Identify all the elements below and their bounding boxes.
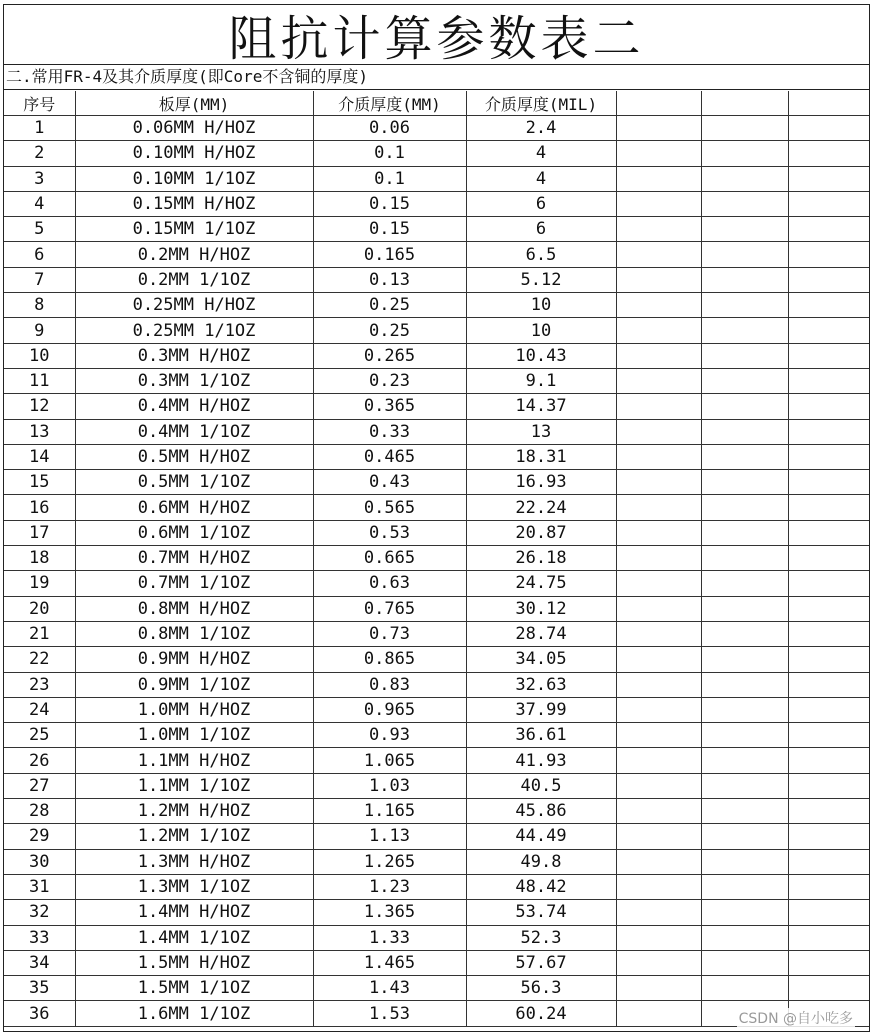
cell-index: 23 bbox=[4, 672, 75, 697]
cell-empty bbox=[701, 520, 788, 545]
table-row bbox=[4, 874, 869, 899]
cell-empty bbox=[788, 318, 869, 343]
cell-index: 2 bbox=[4, 141, 75, 166]
cell-empty bbox=[616, 571, 701, 596]
cell-dielectric-mil: 22.24 bbox=[466, 495, 616, 520]
cell-index: 12 bbox=[4, 394, 75, 419]
table-row bbox=[4, 141, 869, 166]
cell-empty bbox=[788, 267, 869, 292]
cell-dielectric-mm: 1.265 bbox=[313, 849, 466, 874]
cell-dielectric-mil: 41.93 bbox=[466, 748, 616, 773]
cell-dielectric-mil: 9.1 bbox=[466, 368, 616, 393]
cell-empty bbox=[788, 394, 869, 419]
cell-empty bbox=[616, 368, 701, 393]
cell-dielectric-mil: 60.24 bbox=[466, 1001, 616, 1026]
cell-dielectric-mm: 0.765 bbox=[313, 596, 466, 621]
table-row bbox=[4, 343, 869, 368]
cell-empty bbox=[616, 242, 701, 267]
cell-empty bbox=[701, 293, 788, 318]
header-dielectric-mm: 介质厚度(MM) bbox=[313, 91, 466, 116]
cell-empty bbox=[788, 217, 869, 242]
cell-empty bbox=[616, 520, 701, 545]
cell-dielectric-mm: 0.965 bbox=[313, 697, 466, 722]
cell-empty bbox=[616, 697, 701, 722]
cell-board-thickness: 0.2MM H/HOZ bbox=[75, 242, 313, 267]
header-empty bbox=[616, 91, 701, 116]
cell-empty bbox=[701, 697, 788, 722]
cell-dielectric-mm: 0.53 bbox=[313, 520, 466, 545]
cell-empty bbox=[788, 799, 869, 824]
cell-empty bbox=[616, 166, 701, 191]
cell-index: 17 bbox=[4, 520, 75, 545]
cell-empty bbox=[788, 242, 869, 267]
cell-index: 9 bbox=[4, 318, 75, 343]
table-row bbox=[4, 723, 869, 748]
cell-dielectric-mil: 4 bbox=[466, 141, 616, 166]
cell-dielectric-mil: 4 bbox=[466, 166, 616, 191]
cell-empty bbox=[701, 394, 788, 419]
cell-empty bbox=[701, 470, 788, 495]
cell-empty bbox=[701, 242, 788, 267]
cell-empty bbox=[616, 976, 701, 1001]
cell-empty bbox=[788, 191, 869, 216]
cell-empty bbox=[701, 799, 788, 824]
cell-empty bbox=[701, 141, 788, 166]
cell-dielectric-mil: 2.4 bbox=[466, 116, 616, 141]
cell-dielectric-mil: 18.31 bbox=[466, 444, 616, 469]
cell-board-thickness: 1.6MM 1/1OZ bbox=[75, 1001, 313, 1026]
cell-empty bbox=[701, 950, 788, 975]
cell-dielectric-mm: 1.23 bbox=[313, 874, 466, 899]
cell-empty bbox=[616, 444, 701, 469]
cell-empty bbox=[616, 419, 701, 444]
cell-index: 32 bbox=[4, 900, 75, 925]
cell-board-thickness: 0.6MM 1/1OZ bbox=[75, 520, 313, 545]
cell-empty bbox=[616, 318, 701, 343]
cell-empty bbox=[701, 267, 788, 292]
cell-empty bbox=[701, 748, 788, 773]
cell-empty bbox=[701, 166, 788, 191]
cell-empty bbox=[788, 419, 869, 444]
cell-dielectric-mm: 0.1 bbox=[313, 166, 466, 191]
table-row bbox=[4, 647, 869, 672]
cell-empty bbox=[616, 343, 701, 368]
header-board-thickness: 板厚(MM) bbox=[75, 91, 313, 116]
cell-board-thickness: 1.4MM H/HOZ bbox=[75, 900, 313, 925]
cell-dielectric-mil: 53.74 bbox=[466, 900, 616, 925]
cell-dielectric-mm: 1.43 bbox=[313, 976, 466, 1001]
cell-dielectric-mm: 0.15 bbox=[313, 217, 466, 242]
cell-dielectric-mm: 0.665 bbox=[313, 546, 466, 571]
cell-dielectric-mil: 26.18 bbox=[466, 546, 616, 571]
cell-dielectric-mm: 0.83 bbox=[313, 672, 466, 697]
cell-index: 35 bbox=[4, 976, 75, 1001]
table-row bbox=[4, 116, 869, 141]
cell-board-thickness: 1.2MM 1/1OZ bbox=[75, 824, 313, 849]
cell-index: 7 bbox=[4, 267, 75, 292]
cell-dielectric-mil: 34.05 bbox=[466, 647, 616, 672]
cell-dielectric-mm: 0.93 bbox=[313, 723, 466, 748]
table-row bbox=[4, 925, 869, 950]
cell-dielectric-mm: 0.33 bbox=[313, 419, 466, 444]
table-row bbox=[4, 799, 869, 824]
cell-empty bbox=[701, 925, 788, 950]
table-row bbox=[4, 191, 869, 216]
cell-dielectric-mil: 6 bbox=[466, 217, 616, 242]
table-row bbox=[4, 368, 869, 393]
cell-empty bbox=[788, 647, 869, 672]
cell-empty bbox=[616, 925, 701, 950]
cell-dielectric-mm: 0.13 bbox=[313, 267, 466, 292]
cell-empty bbox=[616, 293, 701, 318]
table-row bbox=[4, 571, 869, 596]
cell-index: 8 bbox=[4, 293, 75, 318]
cell-empty bbox=[616, 621, 701, 646]
cell-empty bbox=[788, 596, 869, 621]
cell-board-thickness: 0.4MM 1/1OZ bbox=[75, 419, 313, 444]
cell-empty bbox=[701, 621, 788, 646]
table-row bbox=[4, 621, 869, 646]
header-empty bbox=[701, 91, 788, 116]
table-row bbox=[4, 672, 869, 697]
cell-board-thickness: 1.0MM 1/1OZ bbox=[75, 723, 313, 748]
cell-empty bbox=[701, 976, 788, 1001]
cell-board-thickness: 0.2MM 1/1OZ bbox=[75, 267, 313, 292]
cell-empty bbox=[788, 444, 869, 469]
cell-empty bbox=[616, 900, 701, 925]
table-row bbox=[4, 950, 869, 975]
cell-dielectric-mm: 0.43 bbox=[313, 470, 466, 495]
cell-dielectric-mm: 1.03 bbox=[313, 773, 466, 798]
cell-index: 13 bbox=[4, 419, 75, 444]
cell-dielectric-mm: 0.06 bbox=[313, 116, 466, 141]
cell-empty bbox=[701, 900, 788, 925]
cell-empty bbox=[788, 672, 869, 697]
cell-empty bbox=[701, 723, 788, 748]
cell-empty bbox=[788, 950, 869, 975]
table-row bbox=[4, 546, 869, 571]
cell-empty bbox=[616, 495, 701, 520]
cell-dielectric-mil: 49.8 bbox=[466, 849, 616, 874]
cell-board-thickness: 0.8MM 1/1OZ bbox=[75, 621, 313, 646]
cell-dielectric-mm: 1.33 bbox=[313, 925, 466, 950]
cell-dielectric-mil: 44.49 bbox=[466, 824, 616, 849]
cell-empty bbox=[701, 444, 788, 469]
cell-empty bbox=[788, 697, 869, 722]
cell-dielectric-mil: 6 bbox=[466, 191, 616, 216]
cell-dielectric-mm: 0.865 bbox=[313, 647, 466, 672]
cell-dielectric-mil: 14.37 bbox=[466, 394, 616, 419]
header-row bbox=[4, 91, 869, 116]
cell-index: 34 bbox=[4, 950, 75, 975]
cell-dielectric-mil: 10 bbox=[466, 293, 616, 318]
cell-empty bbox=[701, 672, 788, 697]
table-subtitle: 二.常用FR-4及其介质厚度(即Core不含铜的厚度) bbox=[4, 65, 869, 90]
cell-empty bbox=[701, 495, 788, 520]
cell-dielectric-mil: 32.63 bbox=[466, 672, 616, 697]
cell-empty bbox=[616, 394, 701, 419]
cell-board-thickness: 0.8MM H/HOZ bbox=[75, 596, 313, 621]
cell-index: 11 bbox=[4, 368, 75, 393]
cell-empty bbox=[701, 571, 788, 596]
cell-empty bbox=[701, 773, 788, 798]
cell-index: 19 bbox=[4, 571, 75, 596]
cell-empty bbox=[701, 874, 788, 899]
table-row bbox=[4, 242, 869, 267]
cell-index: 30 bbox=[4, 849, 75, 874]
cell-board-thickness: 0.25MM 1/1OZ bbox=[75, 318, 313, 343]
cell-index: 29 bbox=[4, 824, 75, 849]
cell-dielectric-mil: 52.3 bbox=[466, 925, 616, 950]
cell-empty bbox=[788, 343, 869, 368]
cell-board-thickness: 1.4MM 1/1OZ bbox=[75, 925, 313, 950]
cell-empty bbox=[788, 293, 869, 318]
cell-board-thickness: 0.06MM H/HOZ bbox=[75, 116, 313, 141]
cell-dielectric-mil: 28.74 bbox=[466, 621, 616, 646]
cell-dielectric-mil: 10 bbox=[466, 318, 616, 343]
cell-dielectric-mm: 0.73 bbox=[313, 621, 466, 646]
cell-empty bbox=[788, 495, 869, 520]
cell-dielectric-mil: 16.93 bbox=[466, 470, 616, 495]
cell-dielectric-mm: 0.25 bbox=[313, 293, 466, 318]
cell-empty bbox=[788, 621, 869, 646]
cell-empty bbox=[701, 419, 788, 444]
cell-empty bbox=[616, 647, 701, 672]
cell-index: 31 bbox=[4, 874, 75, 899]
table-row bbox=[4, 520, 869, 545]
cell-board-thickness: 0.25MM H/HOZ bbox=[75, 293, 313, 318]
cell-empty bbox=[788, 520, 869, 545]
cell-dielectric-mil: 30.12 bbox=[466, 596, 616, 621]
cell-empty bbox=[788, 925, 869, 950]
cell-empty bbox=[788, 141, 869, 166]
cell-board-thickness: 0.10MM H/HOZ bbox=[75, 141, 313, 166]
table-row bbox=[4, 697, 869, 722]
cell-empty bbox=[788, 368, 869, 393]
cell-empty bbox=[788, 976, 869, 1001]
cell-index: 4 bbox=[4, 191, 75, 216]
cell-dielectric-mil: 13 bbox=[466, 419, 616, 444]
cell-empty bbox=[616, 748, 701, 773]
cell-empty bbox=[616, 672, 701, 697]
cell-dielectric-mm: 0.265 bbox=[313, 343, 466, 368]
cell-empty bbox=[616, 849, 701, 874]
header-index: 序号 bbox=[4, 91, 75, 116]
cell-empty bbox=[701, 849, 788, 874]
cell-index: 10 bbox=[4, 343, 75, 368]
cell-empty bbox=[788, 748, 869, 773]
cell-empty bbox=[616, 773, 701, 798]
cell-dielectric-mil: 57.67 bbox=[466, 950, 616, 975]
cell-index: 24 bbox=[4, 697, 75, 722]
cell-dielectric-mm: 1.53 bbox=[313, 1001, 466, 1026]
cell-board-thickness: 0.7MM 1/1OZ bbox=[75, 571, 313, 596]
cell-index: 1 bbox=[4, 116, 75, 141]
table-row bbox=[4, 217, 869, 242]
cell-index: 28 bbox=[4, 799, 75, 824]
cell-board-thickness: 1.3MM 1/1OZ bbox=[75, 874, 313, 899]
cell-empty bbox=[788, 571, 869, 596]
cell-empty bbox=[616, 267, 701, 292]
cell-empty bbox=[701, 343, 788, 368]
cell-empty bbox=[616, 799, 701, 824]
cell-index: 21 bbox=[4, 621, 75, 646]
cell-empty bbox=[616, 950, 701, 975]
watermark: CSDN @自小吃多 bbox=[737, 1008, 855, 1028]
header-dielectric-mil: 介质厚度(MIL) bbox=[466, 91, 616, 116]
cell-empty bbox=[788, 723, 869, 748]
table-row bbox=[4, 394, 869, 419]
cell-board-thickness: 1.5MM 1/1OZ bbox=[75, 976, 313, 1001]
header-empty bbox=[788, 91, 869, 116]
cell-dielectric-mil: 20.87 bbox=[466, 520, 616, 545]
cell-empty bbox=[701, 191, 788, 216]
table-body bbox=[4, 116, 869, 1027]
cell-dielectric-mm: 1.465 bbox=[313, 950, 466, 975]
cell-index: 22 bbox=[4, 647, 75, 672]
cell-board-thickness: 0.10MM 1/1OZ bbox=[75, 166, 313, 191]
table-row bbox=[4, 849, 869, 874]
table-row bbox=[4, 470, 869, 495]
cell-dielectric-mm: 1.165 bbox=[313, 799, 466, 824]
cell-board-thickness: 1.2MM H/HOZ bbox=[75, 799, 313, 824]
cell-empty bbox=[788, 773, 869, 798]
cell-empty bbox=[701, 647, 788, 672]
cell-board-thickness: 0.3MM H/HOZ bbox=[75, 343, 313, 368]
cell-index: 26 bbox=[4, 748, 75, 773]
cell-dielectric-mil: 56.3 bbox=[466, 976, 616, 1001]
cell-board-thickness: 0.5MM 1/1OZ bbox=[75, 470, 313, 495]
cell-empty bbox=[701, 116, 788, 141]
spreadsheet bbox=[3, 4, 870, 1032]
cell-dielectric-mil: 36.61 bbox=[466, 723, 616, 748]
cell-dielectric-mil: 5.12 bbox=[466, 267, 616, 292]
cell-index: 14 bbox=[4, 444, 75, 469]
cell-index: 27 bbox=[4, 773, 75, 798]
cell-empty bbox=[788, 470, 869, 495]
cell-index: 25 bbox=[4, 723, 75, 748]
cell-dielectric-mm: 0.465 bbox=[313, 444, 466, 469]
cell-dielectric-mil: 24.75 bbox=[466, 571, 616, 596]
cell-dielectric-mm: 0.15 bbox=[313, 191, 466, 216]
cell-index: 18 bbox=[4, 546, 75, 571]
cell-board-thickness: 1.0MM H/HOZ bbox=[75, 697, 313, 722]
cell-empty bbox=[788, 116, 869, 141]
cell-empty bbox=[701, 824, 788, 849]
cell-empty bbox=[616, 723, 701, 748]
cell-index: 5 bbox=[4, 217, 75, 242]
cell-dielectric-mm: 0.23 bbox=[313, 368, 466, 393]
cell-empty bbox=[616, 191, 701, 216]
cell-dielectric-mm: 0.63 bbox=[313, 571, 466, 596]
cell-index: 33 bbox=[4, 925, 75, 950]
cell-board-thickness: 1.1MM 1/1OZ bbox=[75, 773, 313, 798]
table-row bbox=[4, 900, 869, 925]
cell-empty bbox=[701, 596, 788, 621]
cell-board-thickness: 1.3MM H/HOZ bbox=[75, 849, 313, 874]
cell-empty bbox=[701, 217, 788, 242]
table-row bbox=[4, 773, 869, 798]
cell-dielectric-mm: 1.13 bbox=[313, 824, 466, 849]
table-row bbox=[4, 318, 869, 343]
cell-index: 15 bbox=[4, 470, 75, 495]
cell-dielectric-mil: 45.86 bbox=[466, 799, 616, 824]
cell-dielectric-mm: 0.165 bbox=[313, 242, 466, 267]
cell-index: 20 bbox=[4, 596, 75, 621]
table-row bbox=[4, 293, 869, 318]
cell-dielectric-mil: 6.5 bbox=[466, 242, 616, 267]
cell-dielectric-mm: 0.25 bbox=[313, 318, 466, 343]
cell-dielectric-mm: 0.365 bbox=[313, 394, 466, 419]
cell-board-thickness: 0.9MM 1/1OZ bbox=[75, 672, 313, 697]
cell-board-thickness: 1.5MM H/HOZ bbox=[75, 950, 313, 975]
cell-empty bbox=[616, 141, 701, 166]
cell-empty bbox=[701, 368, 788, 393]
page-title: 阻抗计算参数表二 bbox=[4, 5, 869, 65]
table-row bbox=[4, 444, 869, 469]
table-row bbox=[4, 824, 869, 849]
cell-dielectric-mm: 1.065 bbox=[313, 748, 466, 773]
cell-index: 6 bbox=[4, 242, 75, 267]
cell-empty bbox=[788, 546, 869, 571]
cell-board-thickness: 0.6MM H/HOZ bbox=[75, 495, 313, 520]
table-row bbox=[4, 748, 869, 773]
cell-empty bbox=[788, 849, 869, 874]
impedance-parameter-table bbox=[4, 91, 869, 1027]
cell-board-thickness: 0.15MM 1/1OZ bbox=[75, 217, 313, 242]
cell-index: 16 bbox=[4, 495, 75, 520]
cell-dielectric-mil: 40.5 bbox=[466, 773, 616, 798]
cell-empty bbox=[616, 116, 701, 141]
cell-empty bbox=[616, 217, 701, 242]
cell-board-thickness: 0.5MM H/HOZ bbox=[75, 444, 313, 469]
table-row bbox=[4, 976, 869, 1001]
cell-empty bbox=[616, 470, 701, 495]
cell-empty bbox=[701, 318, 788, 343]
cell-empty bbox=[701, 546, 788, 571]
table-row bbox=[4, 419, 869, 444]
cell-board-thickness: 0.4MM H/HOZ bbox=[75, 394, 313, 419]
table-row bbox=[4, 596, 869, 621]
table-row bbox=[4, 495, 869, 520]
cell-empty bbox=[616, 546, 701, 571]
cell-empty bbox=[616, 874, 701, 899]
cell-empty bbox=[616, 1001, 701, 1026]
cell-board-thickness: 0.15MM H/HOZ bbox=[75, 191, 313, 216]
cell-empty bbox=[616, 596, 701, 621]
table-row bbox=[4, 267, 869, 292]
cell-dielectric-mil: 48.42 bbox=[466, 874, 616, 899]
cell-dielectric-mm: 0.1 bbox=[313, 141, 466, 166]
cell-index: 3 bbox=[4, 166, 75, 191]
cell-empty bbox=[788, 824, 869, 849]
cell-empty bbox=[616, 824, 701, 849]
cell-dielectric-mil: 10.43 bbox=[466, 343, 616, 368]
cell-dielectric-mm: 0.565 bbox=[313, 495, 466, 520]
cell-empty bbox=[788, 166, 869, 191]
cell-dielectric-mm: 1.365 bbox=[313, 900, 466, 925]
cell-board-thickness: 1.1MM H/HOZ bbox=[75, 748, 313, 773]
cell-board-thickness: 0.7MM H/HOZ bbox=[75, 546, 313, 571]
cell-board-thickness: 0.9MM H/HOZ bbox=[75, 647, 313, 672]
cell-board-thickness: 0.3MM 1/1OZ bbox=[75, 368, 313, 393]
table-row bbox=[4, 166, 869, 191]
cell-empty bbox=[788, 900, 869, 925]
cell-empty bbox=[788, 874, 869, 899]
cell-dielectric-mil: 37.99 bbox=[466, 697, 616, 722]
cell-index: 36 bbox=[4, 1001, 75, 1026]
